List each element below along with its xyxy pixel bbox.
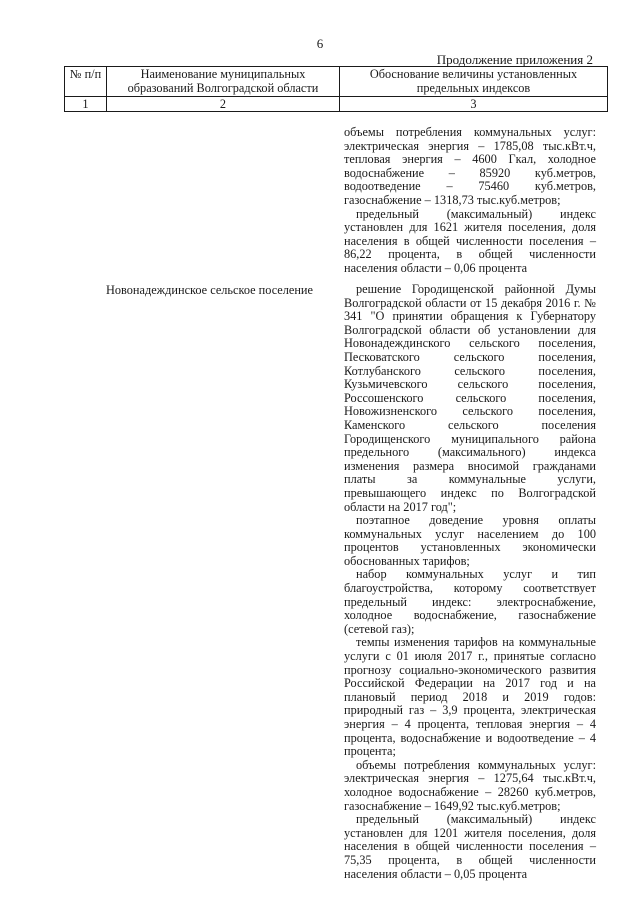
- page-number: 6: [316, 36, 324, 51]
- column-number-row: [65, 97, 608, 112]
- table-header-row: [65, 67, 608, 97]
- consumption-volumes-paragraph: объемы потребления коммунальных услуг: электрическая энергия – 1785,08 тыс.кВт.ч, тепловая энергия – 4600 Гкал, холодное водоснабжение – 85920 куб.метров, водоотведение – 75460 куб.метров, газоснабжение – 1318,73 тыс.куб.метров;: [344, 125, 596, 207]
- consumption-volumes-paragraph: объемы потребления коммунальных услуг: электрическая энергия – 1275,64 тыс.кВт.ч, холодное водоснабжение – 28260 куб.метров, газоснабжение – 1649,92 тыс.куб.метров;: [344, 757, 596, 813]
- payment-level-paragraph: поэтапное доведение уровня оплаты коммунальных услуг населением до 100 процентов установленных экономически обоснованных тарифов;: [344, 513, 596, 568]
- tariff-rates-paragraph: темпы изменения тарифов на коммунальные услуги с 01 июля 2017 г., принятые согласно прогнозу социально-экономического развития Российской Федерации на 2017 год и на плановый период 2018 и 2019 годов: природный газ – 3,9 процента, электрическая энергия – 4 процента, тепловая энергия – 4 процента, водоснабжение и водоотведение – 4 процента;: [344, 635, 596, 759]
- column-number-1: 1: [65, 97, 107, 112]
- continuation-note: Продолжение приложения 2: [436, 52, 593, 67]
- decision-paragraph: решение Городищенской районной Думы Волгоградской области от 15 декабря 2016 г. № 341 "О принятии обращения к Губернатору Волгоградской области об установлении для Новонадеждинского сельского поселения, Песковатского сельского поселения, Котлубанского сельского поселения, Кузьмичевского сельского поселения, Россошенского сельского поселения, Новожизненского сельского поселения, Каменского сельского поселения Городищенского муниципального района предельного (максимального) индекса изменения размера вносимой гражданами платы за коммунальные услуги, превышающего индекс по Волгоградской области на 2017 год";: [344, 282, 596, 514]
- column-header-number: № п/п: [65, 67, 107, 97]
- appendix-table-header: [64, 66, 608, 112]
- column-number-3: 3: [340, 97, 608, 112]
- previous-municipality-justification: [344, 126, 596, 276]
- index-coverage-paragraph: предельный (максимальный) индекс установлен для 1621 жителя поселения, доля населения в общей численности поселения – 86,22 процента, в общей численности населения области – 0,06 процента: [344, 206, 596, 275]
- utility-set-paragraph: набор коммунальных услуг и тип благоустройства, которому соответствует предельный индекс: электроснабжение, холодное водоснабжение, газоснабжение (сетевой газ);: [344, 567, 596, 636]
- column-number-2: 2: [107, 97, 340, 112]
- municipality-name: Новонадеждинское сельское поселение: [106, 283, 313, 297]
- municipality-justification: [344, 283, 596, 881]
- index-coverage-paragraph: предельный (максимальный) индекс установлен для 1201 жителя поселения, доля населения в общей численности поселения – 75,35 процента, в общей численности населения области – 0,05 процента: [344, 812, 596, 881]
- column-header-municipality: Наименование муниципальных образований Волгоградской области: [107, 67, 340, 97]
- column-header-justification: Обоснование величины установленных предельных индексов: [340, 67, 608, 97]
